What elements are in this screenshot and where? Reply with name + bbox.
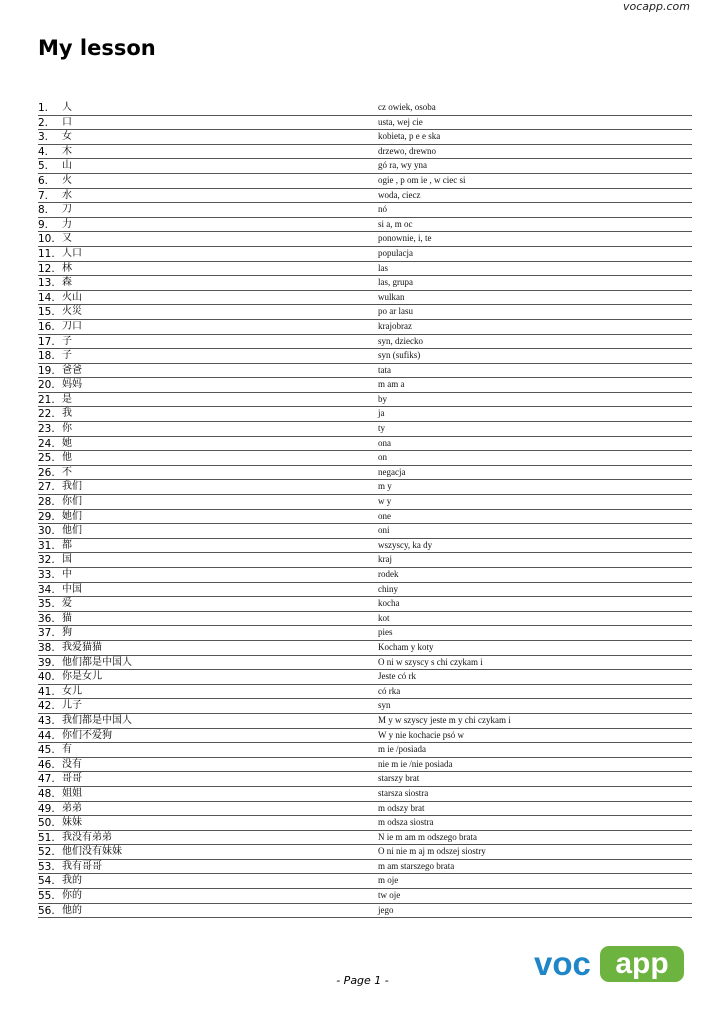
item-term: 我们 (62, 481, 82, 493)
list-item (38, 262, 692, 277)
item-term: 你的 (62, 890, 82, 902)
list-item (38, 130, 692, 145)
list-item (38, 889, 692, 904)
item-term: 女儿 (62, 685, 82, 697)
item-definition: kot (378, 612, 390, 623)
list-item (38, 524, 692, 539)
item-number: 54. (38, 875, 55, 888)
item-definition: m odszy brat (378, 802, 425, 813)
item-number: 31. (38, 539, 55, 552)
list-item (38, 816, 692, 831)
item-number: 30. (38, 525, 55, 538)
item-definition: wulkan (378, 291, 405, 302)
item-term: 猫 (62, 612, 72, 624)
item-number: 47. (38, 773, 55, 786)
item-number: 50. (38, 817, 55, 830)
item-definition: có rka (378, 685, 401, 696)
list-item (38, 393, 692, 408)
item-term: 有 (62, 744, 72, 756)
item-number: 21. (38, 393, 55, 406)
list-item (38, 276, 692, 291)
item-term: 哥哥 (62, 773, 82, 785)
item-number: 46. (38, 758, 55, 771)
item-number: 39. (38, 656, 55, 669)
list-item (38, 218, 692, 233)
item-definition: si a, m oc (378, 218, 413, 229)
vocabulary-list (38, 101, 692, 918)
list-item (38, 787, 692, 802)
item-definition: ona (378, 437, 391, 448)
list-item (38, 510, 692, 525)
item-term: 妹妹 (62, 817, 82, 829)
item-number: 53. (38, 860, 55, 873)
item-definition: one (378, 510, 391, 521)
item-term: 他们都是中国人 (62, 656, 132, 668)
item-term: 他们 (62, 525, 82, 537)
item-term: 不 (62, 466, 72, 478)
list-item (38, 772, 692, 787)
item-number: 43. (38, 714, 55, 727)
list-item (38, 437, 692, 452)
item-term: 力 (62, 218, 72, 230)
item-definition: krajobraz (378, 320, 412, 331)
item-definition: m y (378, 481, 392, 492)
item-definition: ja (378, 408, 385, 419)
list-item (38, 612, 692, 627)
item-definition: m ie /posiada (378, 744, 426, 755)
item-number: 55. (38, 890, 55, 903)
item-number: 11. (38, 247, 55, 260)
item-number: 24. (38, 437, 55, 450)
item-definition: chiny (378, 583, 398, 594)
item-definition: las (378, 262, 388, 273)
list-item (38, 743, 692, 758)
item-definition: populacja (378, 247, 413, 258)
item-number: 35. (38, 598, 55, 611)
item-number: 10. (38, 233, 55, 246)
item-definition: M y w szyscy jeste m y chi czykam i (378, 714, 511, 725)
item-number: 36. (38, 612, 55, 625)
item-definition: O ni w szyscy s chi czykam i (378, 656, 483, 667)
item-term: 是 (62, 393, 72, 405)
item-definition: negacja (378, 466, 406, 477)
item-term: 又 (62, 233, 72, 245)
item-term: 口 (62, 116, 72, 128)
list-item (38, 145, 692, 160)
item-term: 爸爸 (62, 364, 82, 376)
list-item (38, 641, 692, 656)
item-definition: starsza siostra (378, 787, 429, 798)
item-number: 3. (38, 131, 49, 144)
item-definition: m am a (378, 379, 405, 390)
list-item (38, 422, 692, 437)
item-number: 44. (38, 729, 55, 742)
item-number: 6. (38, 174, 49, 187)
item-term: 火災 (62, 306, 82, 318)
list-item (38, 335, 692, 350)
list-item (38, 845, 692, 860)
list-item (38, 802, 692, 817)
item-term: 中 (62, 569, 72, 580)
item-definition: usta, wej cie (378, 116, 423, 127)
item-number: 26. (38, 466, 55, 479)
list-item (38, 568, 692, 583)
item-number: 48. (38, 787, 55, 800)
item-definition: pies (378, 627, 393, 638)
item-term: 人 (62, 102, 72, 113)
list-item (38, 714, 692, 729)
item-term: 她 (62, 437, 72, 449)
item-definition: gó ra, wy yna (378, 160, 427, 171)
item-term: 弟弟 (62, 802, 82, 814)
item-term: 我们都是中国人 (62, 714, 132, 726)
item-definition: m odsza siostra (378, 817, 434, 828)
item-definition: rodek (378, 569, 399, 579)
list-item (38, 291, 692, 306)
item-definition: kocha (378, 598, 400, 609)
item-term: 你是女儿 (62, 671, 102, 683)
item-number: 4. (38, 145, 49, 158)
item-number: 49. (38, 802, 55, 815)
item-definition: kobieta, p e e ska (378, 131, 441, 142)
item-number: 23. (38, 423, 55, 436)
item-term: 都 (62, 539, 72, 551)
item-term: 你们 (62, 496, 82, 508)
item-definition: oni (378, 525, 390, 536)
item-number: 13. (38, 277, 55, 290)
item-term: 爱 (62, 598, 72, 610)
page-number: - Page 1 - (336, 974, 389, 987)
logo-voc-text: voc (534, 945, 591, 982)
item-number: 28. (38, 496, 55, 509)
item-term: 水 (62, 189, 72, 201)
list-item (38, 495, 692, 510)
item-number: 38. (38, 641, 55, 654)
item-term: 火山 (62, 291, 82, 303)
item-term: 木 (62, 145, 72, 157)
item-definition: tata (378, 364, 391, 375)
item-term: 我的 (62, 875, 82, 887)
item-term: 他 (62, 452, 72, 464)
item-definition: las, grupa (378, 277, 413, 288)
item-term: 女 (62, 131, 72, 143)
list-item (38, 626, 692, 641)
list-item (38, 407, 692, 422)
item-term: 你 (62, 423, 72, 435)
item-term: 子 (62, 335, 72, 347)
item-definition: w y (378, 496, 392, 507)
list-item (38, 203, 692, 218)
item-definition: tw oje (378, 890, 401, 901)
item-term: 我有哥哥 (62, 860, 102, 872)
list-item (38, 670, 692, 685)
item-definition: nie m ie /nie posiada (378, 758, 453, 769)
item-definition: Jeste có rk (378, 671, 416, 682)
list-item (38, 480, 692, 495)
item-definition: wszyscy, ka dy (378, 539, 433, 550)
list-item (38, 685, 692, 700)
list-item (38, 860, 692, 875)
list-item (38, 831, 692, 846)
item-number: 19. (38, 364, 55, 377)
item-number: 12. (38, 262, 55, 275)
item-definition: nó (378, 204, 387, 215)
item-number: 2. (38, 116, 49, 129)
list-item (38, 320, 692, 335)
item-number: 22. (38, 408, 55, 421)
item-number: 34. (38, 583, 55, 596)
item-number: 27. (38, 481, 55, 494)
item-definition: m am starszego brata (378, 860, 455, 871)
list-item (38, 451, 692, 466)
item-definition: cz owiek, osoba (378, 102, 436, 112)
list-item (38, 656, 692, 671)
list-item (38, 232, 692, 247)
item-term: 火 (62, 174, 72, 186)
list-item (38, 553, 692, 568)
item-number: 1. (38, 102, 49, 114)
item-definition: starszy brat (378, 773, 420, 784)
item-definition: W y nie kochacie psó w (378, 729, 465, 740)
item-term: 我 (62, 408, 72, 420)
item-term: 刀 (62, 204, 72, 216)
list-item (38, 116, 692, 131)
item-term: 她们 (62, 510, 82, 522)
item-term: 狗 (62, 627, 72, 639)
item-term: 林 (62, 262, 72, 274)
item-definition: drzewo, drewno (378, 145, 436, 156)
item-definition: ogie , p om ie , w ciec si (378, 174, 466, 185)
site-url: vocapp.com (623, 0, 690, 13)
list-item (38, 159, 692, 174)
item-term: 子 (62, 350, 72, 362)
item-term: 森 (62, 277, 72, 289)
item-number: 52. (38, 846, 55, 859)
list-item (38, 874, 692, 889)
item-term: 他的 (62, 904, 82, 916)
item-term: 没有 (62, 758, 82, 770)
item-number: 17. (38, 335, 55, 348)
list-item (38, 378, 692, 393)
item-number: 7. (38, 189, 49, 202)
list-item (38, 583, 692, 598)
item-definition: Kocham y koty (378, 641, 434, 652)
list-item (38, 247, 692, 262)
item-number: 40. (38, 671, 55, 684)
item-number: 16. (38, 320, 55, 333)
item-number: 25. (38, 452, 55, 465)
list-item (38, 758, 692, 773)
item-number: 45. (38, 744, 55, 757)
item-term: 我没有弟弟 (62, 831, 112, 843)
list-item (38, 699, 692, 714)
item-term: 我爱猫猫 (62, 641, 102, 653)
list-item (38, 539, 692, 554)
item-term: 山 (62, 160, 72, 172)
item-term: 刀口 (62, 320, 82, 332)
item-term: 妈妈 (62, 379, 82, 391)
item-term: 姐姐 (62, 787, 82, 799)
item-definition: syn, dziecko (378, 335, 423, 346)
item-definition: on (378, 452, 387, 463)
item-term: 他们没有妹妹 (62, 846, 122, 858)
list-item (38, 305, 692, 320)
list-item (38, 364, 692, 379)
item-number: 9. (38, 218, 49, 231)
item-definition: syn (sufiks) (378, 350, 421, 361)
item-term: 人口 (62, 247, 82, 259)
list-item (38, 174, 692, 189)
item-term: 你们不爱狗 (62, 729, 112, 741)
item-number: 8. (38, 204, 49, 217)
item-definition: ty (378, 423, 386, 434)
item-definition: jego (378, 904, 394, 915)
list-item (38, 466, 692, 481)
item-number: 32. (38, 554, 55, 567)
item-term: 中国 (62, 583, 82, 595)
item-number: 14. (38, 291, 55, 304)
item-number: 15. (38, 306, 55, 319)
list-item (38, 904, 692, 919)
item-term: 儿子 (62, 700, 82, 712)
list-item (38, 729, 692, 744)
item-definition: by (378, 393, 387, 404)
item-number: 33. (38, 569, 55, 581)
item-definition: N ie m am m odszego brata (378, 831, 477, 842)
item-definition: syn (378, 700, 391, 711)
item-number: 18. (38, 350, 55, 363)
item-number: 56. (38, 904, 55, 917)
item-number: 37. (38, 627, 55, 640)
item-definition: woda, ciecz (378, 189, 421, 200)
list-item (38, 597, 692, 612)
item-number: 20. (38, 379, 55, 392)
logo-app-text: app (615, 947, 669, 980)
item-number: 42. (38, 700, 55, 713)
item-definition: ponownie, i, te (378, 233, 432, 244)
item-number: 29. (38, 510, 55, 523)
item-number: 41. (38, 685, 55, 698)
item-number: 51. (38, 831, 55, 844)
list-item (38, 101, 692, 116)
item-number: 5. (38, 160, 49, 173)
list-item (38, 349, 692, 364)
item-definition: O ni nie m aj m odszej siostry (378, 846, 486, 857)
item-term: 国 (62, 554, 72, 566)
item-definition: kraj (378, 554, 392, 565)
item-definition: po ar lasu (378, 306, 413, 317)
item-definition: m oje (378, 875, 399, 886)
page-title: My lesson (38, 36, 156, 60)
list-item (38, 189, 692, 204)
